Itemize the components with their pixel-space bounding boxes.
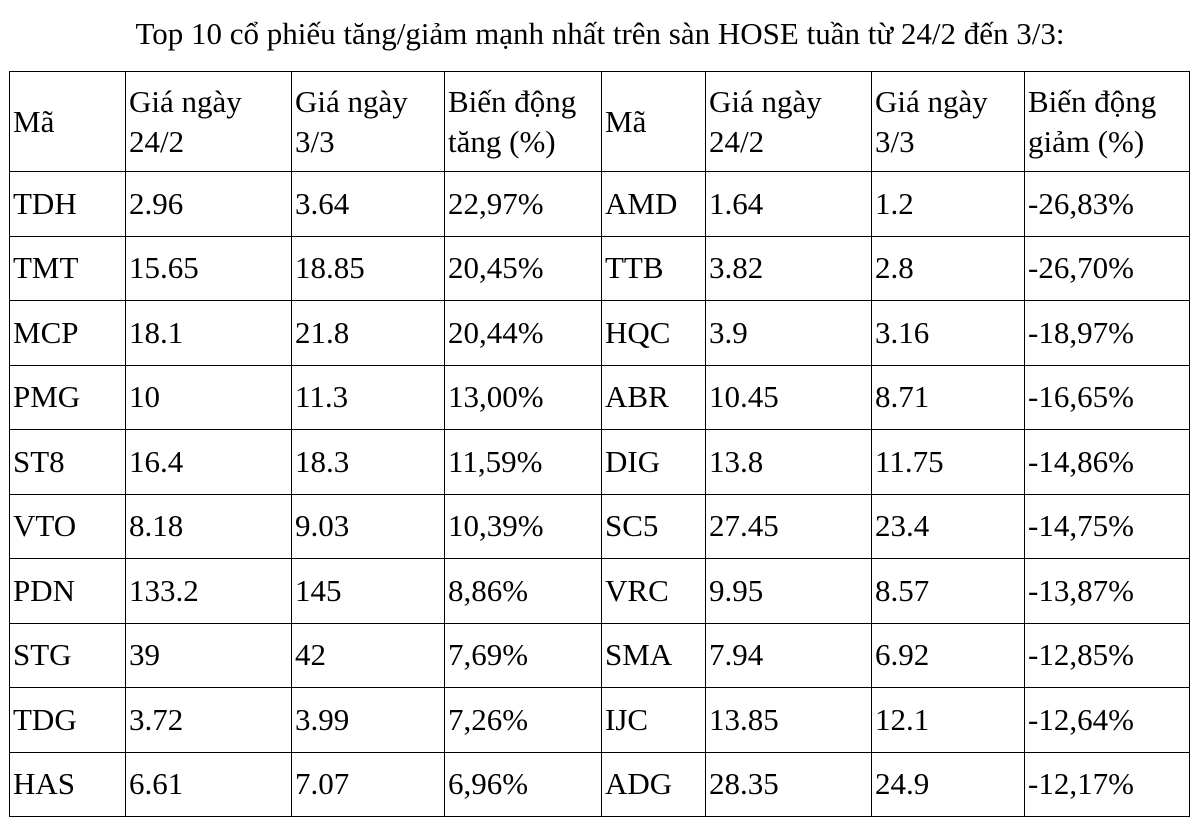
loss-change-cell: -14,86% [1025, 430, 1190, 495]
loss-ticker-cell: ADG [602, 752, 706, 817]
loss-price-24-2-cell: 3.9 [706, 301, 872, 366]
header-price-3-3-gain: Giá ngày 3/3 [292, 72, 445, 172]
gain-price-24-2-cell: 6.61 [126, 752, 292, 817]
loss-change-cell: -12,85% [1025, 623, 1190, 688]
loss-price-3-3-cell: 2.8 [872, 236, 1025, 301]
gain-price-24-2-cell: 133.2 [126, 559, 292, 624]
gain-ticker-cell: TDG [10, 688, 126, 753]
header-price-3-3-loss: Giá ngày 3/3 [872, 72, 1025, 172]
loss-price-3-3-cell: 24.9 [872, 752, 1025, 817]
gain-change-cell: 7,26% [445, 688, 602, 753]
gain-price-24-2-cell: 8.18 [126, 494, 292, 559]
loss-change-cell: -16,65% [1025, 365, 1190, 430]
table-header-row [10, 72, 1190, 172]
gain-ticker-cell: STG [10, 623, 126, 688]
loss-ticker-cell: IJC [602, 688, 706, 753]
loss-ticker-cell: VRC [602, 559, 706, 624]
gain-price-3-3-cell: 145 [292, 559, 445, 624]
gain-change-cell: 6,96% [445, 752, 602, 817]
loss-price-3-3-cell: 6.92 [872, 623, 1025, 688]
gain-price-24-2-cell: 16.4 [126, 430, 292, 495]
table-row [10, 236, 1190, 301]
loss-ticker-cell: HQC [602, 301, 706, 366]
loss-price-3-3-cell: 23.4 [872, 494, 1025, 559]
gain-price-3-3-cell: 42 [292, 623, 445, 688]
gain-ticker-cell: TDH [10, 172, 126, 237]
loss-change-cell: -12,17% [1025, 752, 1190, 817]
gain-change-cell: 10,39% [445, 494, 602, 559]
loss-price-24-2-cell: 9.95 [706, 559, 872, 624]
header-ma-gain: Mã [10, 72, 126, 172]
table-row [10, 623, 1190, 688]
gain-price-24-2-cell: 3.72 [126, 688, 292, 753]
gain-change-cell: 7,69% [445, 623, 602, 688]
loss-price-24-2-cell: 28.35 [706, 752, 872, 817]
table-row [10, 365, 1190, 430]
header-ma-loss: Mã [602, 72, 706, 172]
stock-table-body [10, 72, 1190, 817]
loss-price-3-3-cell: 12.1 [872, 688, 1025, 753]
loss-price-3-3-cell: 1.2 [872, 172, 1025, 237]
table-row [10, 301, 1190, 366]
loss-ticker-cell: SC5 [602, 494, 706, 559]
gain-price-3-3-cell: 9.03 [292, 494, 445, 559]
page-title: Top 10 cổ phiếu tăng/giảm mạnh nhất trên sàn HOSE tuần từ 24/2 đến 3/3: [135, 16, 1065, 51]
loss-ticker-cell: TTB [602, 236, 706, 301]
header-change-loss: Biến động giảm (%) [1025, 72, 1190, 172]
gain-price-3-3-cell: 18.3 [292, 430, 445, 495]
loss-change-cell: -12,64% [1025, 688, 1190, 753]
header-price-24-2-gain: Giá ngày 24/2 [126, 72, 292, 172]
loss-price-24-2-cell: 13.8 [706, 430, 872, 495]
loss-price-24-2-cell: 3.82 [706, 236, 872, 301]
gain-price-3-3-cell: 21.8 [292, 301, 445, 366]
gain-ticker-cell: MCP [10, 301, 126, 366]
loss-price-3-3-cell: 11.75 [872, 430, 1025, 495]
loss-price-3-3-cell: 8.71 [872, 365, 1025, 430]
loss-ticker-cell: SMA [602, 623, 706, 688]
table-row [10, 752, 1190, 817]
gain-price-3-3-cell: 3.64 [292, 172, 445, 237]
gain-change-cell: 13,00% [445, 365, 602, 430]
gain-ticker-cell: PDN [10, 559, 126, 624]
gain-price-3-3-cell: 7.07 [292, 752, 445, 817]
gain-change-cell: 22,97% [445, 172, 602, 237]
gain-ticker-cell: VTO [10, 494, 126, 559]
gain-price-24-2-cell: 10 [126, 365, 292, 430]
table-row [10, 430, 1190, 495]
gain-price-24-2-cell: 15.65 [126, 236, 292, 301]
table-row [10, 494, 1190, 559]
gain-change-cell: 11,59% [445, 430, 602, 495]
gain-ticker-cell: PMG [10, 365, 126, 430]
gain-ticker-cell: ST8 [10, 430, 126, 495]
table-row [10, 172, 1190, 237]
stock-table [9, 71, 1190, 817]
loss-price-24-2-cell: 10.45 [706, 365, 872, 430]
table-row [10, 688, 1190, 753]
gain-change-cell: 20,45% [445, 236, 602, 301]
gain-ticker-cell: TMT [10, 236, 126, 301]
loss-price-24-2-cell: 1.64 [706, 172, 872, 237]
header-price-24-2-loss: Giá ngày 24/2 [706, 72, 872, 172]
loss-change-cell: -18,97% [1025, 301, 1190, 366]
gain-price-24-2-cell: 39 [126, 623, 292, 688]
loss-ticker-cell: ABR [602, 365, 706, 430]
header-change-gain: Biến động tăng (%) [445, 72, 602, 172]
loss-price-24-2-cell: 7.94 [706, 623, 872, 688]
loss-price-24-2-cell: 27.45 [706, 494, 872, 559]
loss-ticker-cell: AMD [602, 172, 706, 237]
loss-change-cell: -26,83% [1025, 172, 1190, 237]
loss-price-3-3-cell: 3.16 [872, 301, 1025, 366]
gain-price-24-2-cell: 2.96 [126, 172, 292, 237]
gain-price-24-2-cell: 18.1 [126, 301, 292, 366]
gain-price-3-3-cell: 3.99 [292, 688, 445, 753]
loss-ticker-cell: DIG [602, 430, 706, 495]
loss-change-cell: -26,70% [1025, 236, 1190, 301]
gain-change-cell: 20,44% [445, 301, 602, 366]
gain-price-3-3-cell: 18.85 [292, 236, 445, 301]
loss-price-24-2-cell: 13.85 [706, 688, 872, 753]
table-row [10, 559, 1190, 624]
loss-price-3-3-cell: 8.57 [872, 559, 1025, 624]
loss-change-cell: -14,75% [1025, 494, 1190, 559]
gain-ticker-cell: HAS [10, 752, 126, 817]
gain-change-cell: 8,86% [445, 559, 602, 624]
gain-price-3-3-cell: 11.3 [292, 365, 445, 430]
loss-change-cell: -13,87% [1025, 559, 1190, 624]
